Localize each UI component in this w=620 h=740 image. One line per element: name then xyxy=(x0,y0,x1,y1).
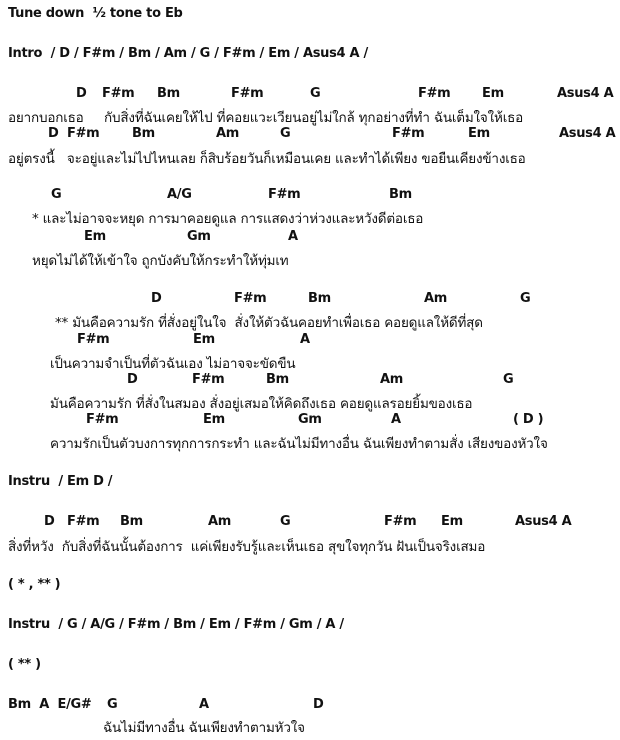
chord-label: F#m xyxy=(384,514,417,529)
chord-label: Am xyxy=(208,514,232,529)
chord-label: F#m xyxy=(77,332,110,347)
chord-label: D xyxy=(151,291,162,306)
chord-label: F#m xyxy=(268,187,301,202)
chord-label: G xyxy=(520,291,531,306)
repeat-marker-1: ( * , ** ) xyxy=(8,577,61,592)
chord-line xyxy=(0,291,620,307)
chord-line xyxy=(0,372,620,388)
chord-label: A xyxy=(391,412,401,427)
chord-label: A/G xyxy=(167,187,192,202)
chord-label: Em xyxy=(468,126,490,141)
chord-label: F#m xyxy=(67,126,100,141)
chord-label: G xyxy=(310,86,321,101)
lyric-line: * และไม่อาจจะหยุด การมาคอยดูแล การแสดงว่าห่วงและหวังดีต่อเธอ xyxy=(32,211,424,227)
chord-label: Em xyxy=(482,86,504,101)
chord-label: G xyxy=(280,126,291,141)
chord-label: D xyxy=(127,372,138,387)
chord-label: F#m xyxy=(86,412,119,427)
chord-label: D xyxy=(48,126,59,141)
lyric-line: ** มันคือความรัก ที่สั่งอยู่ในใจ สั่งให้ตัวฉันคอยทำเพื่อเธอ คอยดูแลให้ดีที่สุด xyxy=(55,315,483,331)
chord-label: Bm xyxy=(389,187,412,202)
chord-label: Asus4 A xyxy=(559,126,616,141)
chord-label: Em xyxy=(84,229,106,244)
instrumental-1: Instru / Em D / xyxy=(8,474,113,489)
chord-label: Bm xyxy=(308,291,331,306)
chord-label: D xyxy=(44,514,55,529)
chord-label: Am xyxy=(380,372,404,387)
repeat-marker-2: ( ** ) xyxy=(8,657,41,672)
intro-chords: Intro / D / F#m / Bm / Am / G / F#m / Em / Asus4 A / xyxy=(8,46,368,61)
chord-label: A xyxy=(300,332,310,347)
chord-line xyxy=(0,229,620,245)
lyric-line: มันคือความรัก ที่สั่งในสมอง สั่งอยู่เสมอให้คิดถึงเธอ คอยดูแลรอยยิ้มของเธอ xyxy=(50,396,473,412)
chord-line xyxy=(0,187,620,203)
chord-label: F#m xyxy=(392,126,425,141)
chord-label: Am xyxy=(424,291,448,306)
chord-label: Em xyxy=(441,514,463,529)
lyric-line: อยากบอกเธอ กับสิ่งที่ฉันเคยให้ไป ที่คอยแวะเวียนอยู่ไม่ใกล้ ทุกอย่างที่ทำ ฉันเต็มใจให้เธอ xyxy=(8,110,524,126)
chord-label: A xyxy=(288,229,298,244)
chord-label: D xyxy=(313,697,324,712)
chord-label: Em xyxy=(193,332,215,347)
chord-label: Asus4 A xyxy=(515,514,572,529)
chord-line xyxy=(0,697,620,713)
chord-label: ( D ) xyxy=(513,412,544,427)
chord-label: Asus4 A xyxy=(557,86,614,101)
chord-label: G xyxy=(280,514,291,529)
instrumental-2: Instru / G / A/G / F#m / Bm / Em / F#m / Gm / A / xyxy=(8,617,344,632)
chord-label: F#m xyxy=(67,514,100,529)
chord-label: Bm xyxy=(132,126,155,141)
chord-label: F#m xyxy=(418,86,451,101)
chord-label: F#m xyxy=(102,86,135,101)
tuning-note: Tune down ½ tone to Eb xyxy=(8,6,183,21)
lyric-line: อยู่ตรงนี้ จะอยู่และไม่ไปไหนเลย ก็สิบร้อยวันก็เหมือนเคย และทำได้เพียง ขอยืนเคียงข้างเธอ xyxy=(8,151,526,167)
chord-label: F#m xyxy=(234,291,267,306)
chord-label: Bm A E/G# xyxy=(8,697,92,712)
lyric-line: เป็นความจำเป็นที่ตัวฉันเอง ไม่อาจจะขัดขืน xyxy=(50,356,296,372)
chord-line xyxy=(0,126,620,142)
lyric-line: ความรักเป็นตัวบงการทุกการกระทำ และฉันไม่มีทางอื่น ฉันเพียงทำตามสั่ง เสียงของหัวใจ xyxy=(50,436,548,452)
chord-label: D xyxy=(76,86,87,101)
chord-label: G xyxy=(503,372,514,387)
chord-label: F#m xyxy=(192,372,225,387)
chord-label: G xyxy=(51,187,62,202)
chord-label: Bm xyxy=(266,372,289,387)
chord-line xyxy=(0,332,620,348)
chord-label: Gm xyxy=(187,229,211,244)
lyric-line: หยุดไม่ได้ให้เข้าใจ ถูกบังคับให้กระทำให้ทุ่มเท xyxy=(32,253,289,269)
chord-label: Em xyxy=(203,412,225,427)
chord-label: Bm xyxy=(120,514,143,529)
chord-label: G xyxy=(107,697,118,712)
chord-line xyxy=(0,514,620,530)
lyric-line: สิ่งที่หวัง กับสิ่งที่ฉันนั้นต้องการ แค่เพียงรับรู้และเห็นเธอ สุขใจทุกวัน ฝันเป็นจริงเสมอ xyxy=(8,539,486,555)
chord-label: F#m xyxy=(231,86,264,101)
chord-label: Am xyxy=(216,126,240,141)
chord-label: Bm xyxy=(157,86,180,101)
chord-label: Gm xyxy=(298,412,322,427)
chord-label: A xyxy=(199,697,209,712)
chord-line xyxy=(0,412,620,428)
chord-line xyxy=(0,86,620,102)
lyric-line: ฉันไม่มีทางอื่น ฉันเพียงทำตามหัวใจ xyxy=(103,720,305,736)
